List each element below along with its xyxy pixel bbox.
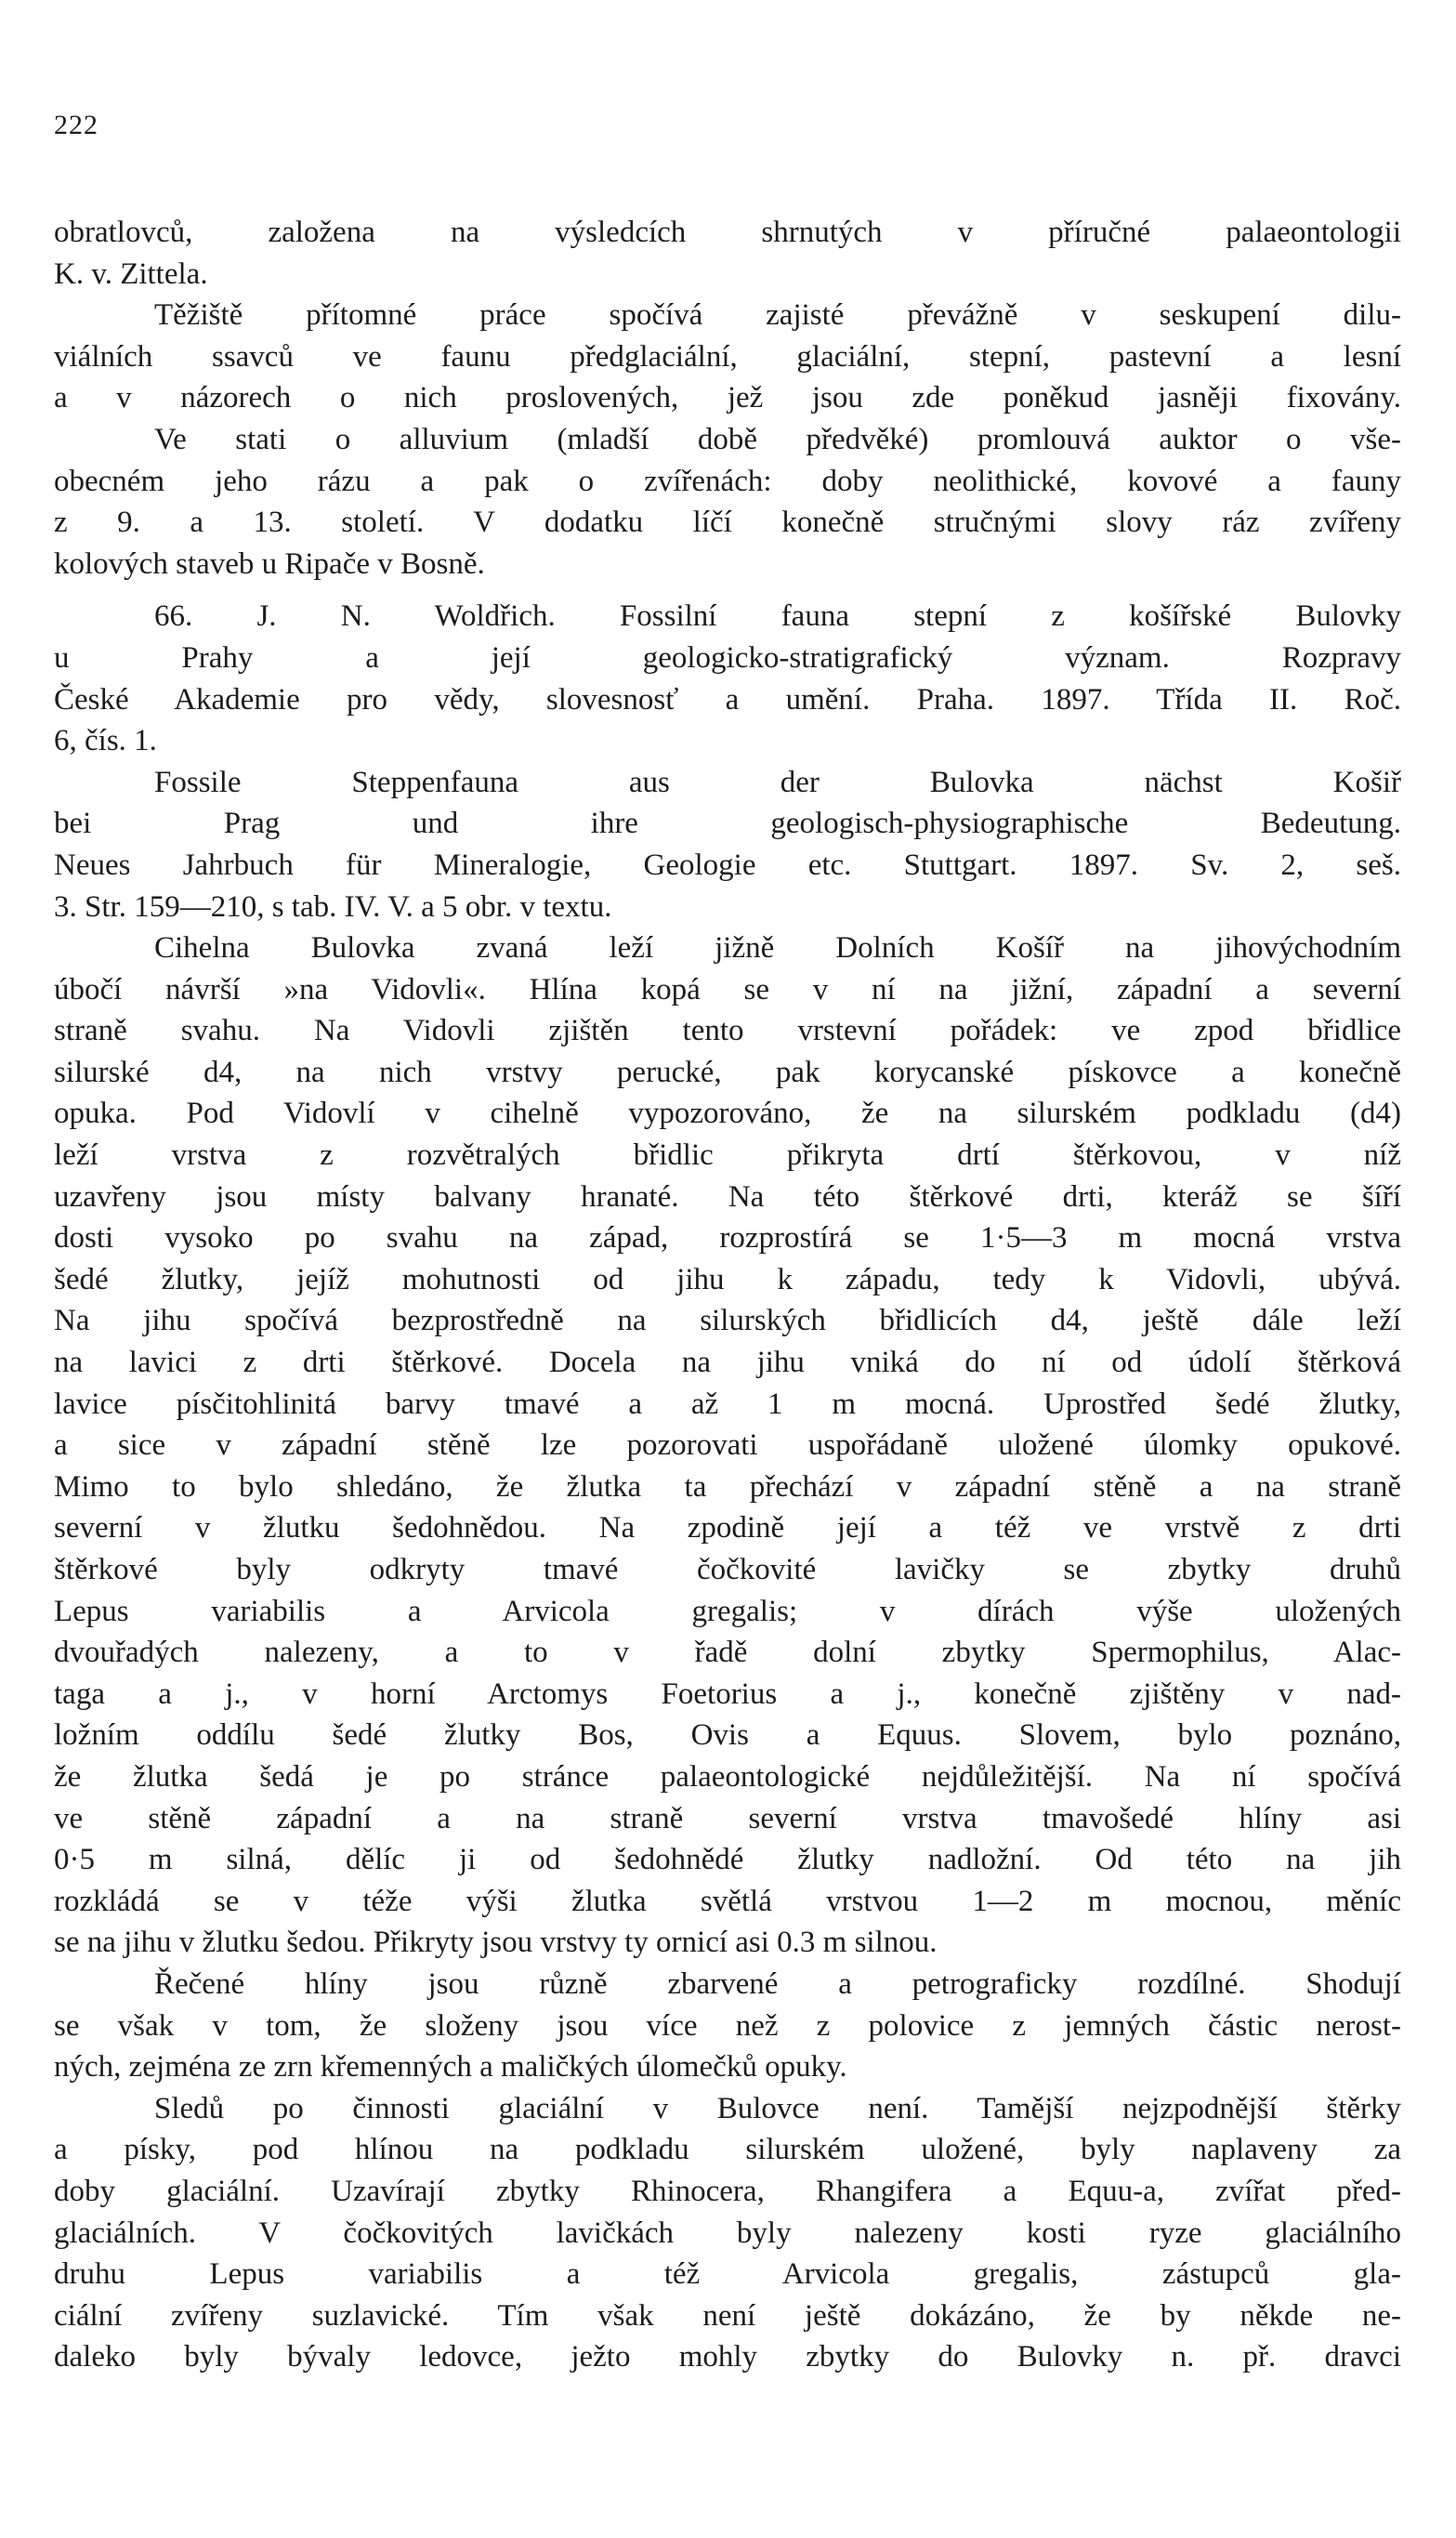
- text-line: úbočí návrší »na Vidovli«. Hlína kopá se v ní na jižní, západní a severní: [54, 972, 1401, 1006]
- text-line: Ve stati o alluvium (mladší době předvěké) promlouvá auktor o vše-: [154, 422, 1401, 456]
- text-line: Fossile Steppenfauna aus der Bulovka nächst Košiř: [154, 765, 1401, 799]
- text-line: severní v žlutku šedohnědou. Na zpodině její a též ve vrstvě z drti: [54, 1511, 1401, 1545]
- text-line: že žlutka šedá je po stránce palaeontologické nejdůležitější. Na ní spočívá: [54, 1759, 1401, 1794]
- text-line: obratlovců, založena na výsledcích shrnutých v příručné palaeontologii: [54, 216, 1401, 249]
- text-line: dvouřadých nalezeny, a to v řadě dolní zbytky Spermophilus, Alac-: [54, 1636, 1401, 1670]
- text-line: Mimo to bylo shledáno, že žlutka ta přechází v západní stěně a na straně: [54, 1469, 1401, 1504]
- text-line: Řečené hlíny jsou různě zbarvené a petrograficky rozdílné. Shodují: [154, 1966, 1401, 2001]
- text-line: daleko byly bývaly ledovce, ježto mohly zbytky do Bulovky n. př. dravci: [54, 2340, 1401, 2374]
- text-line: taga a j., v horní Arctomys Foetorius a j., konečně zjištěny v nad-: [54, 1677, 1401, 1711]
- text-line: silurské d4, na nich vrstvy perucké, pak korycanské pískovce a konečně: [54, 1055, 1401, 1089]
- text-line: 6, čís. 1.: [54, 724, 157, 758]
- text-line: ložním oddílu šedé žlutky Bos, Ovis a Equus. Slovem, bylo poznáno,: [54, 1718, 1401, 1753]
- text-line: ciální zvířeny suzlavické. Tím však není ještě dokázáno, že by někde ne-: [54, 2298, 1401, 2333]
- page-number: 222: [54, 110, 98, 140]
- text-line: dosti vysoko po svahu na západ, rozprostírá se 1·5—3 m mocná vrstva: [54, 1221, 1401, 1256]
- text-line: štěrkové byly odkryty tmavé čočkovité lavičky se zbytky druhů: [54, 1553, 1401, 1586]
- text-line: Neues Jahrbuch für Mineralogie, Geologie etc. Stuttgart. 1897. Sv. 2, seš.: [54, 848, 1401, 882]
- text-line: rozkládá se v téže výši žlutka světlá vrstvou 1—2 m mocnou, měníc: [54, 1884, 1401, 1918]
- text-line: ných, zejména ze zrn křemenných a maličkých úlomečků opuky.: [54, 2050, 847, 2084]
- text-line: z 9. a 13. století. V dodatku líčí konečně stručnými slovy ráz zvířeny: [54, 506, 1401, 540]
- body-text: [54, 212, 1401, 2378]
- text-line: uzavřeny jsou místy balvany hranaté. Na této štěrkové drti, kteráž se šíří: [54, 1179, 1401, 1214]
- paragraph-gap: [54, 585, 1401, 596]
- text-line: glaciálních. V čočkovitých lavičkách byly nalezeny kosti ryze glaciálního: [54, 2216, 1401, 2250]
- text-line: ve stěně západní a na straně severní vrstva tmavošedé hlíny asi: [54, 1801, 1401, 1835]
- text-line: šedé žlutky, jejíž mohutnosti od jihu k západu, tedy k Vidovli, ubývá.: [54, 1262, 1401, 1296]
- text-line: K. v. Zittela.: [54, 256, 208, 291]
- text-line: a sice v západní stěně lze pozorovati uspořádaně uložené úlomky opukové.: [54, 1428, 1401, 1463]
- text-line: viálních ssavců ve faunu předglaciální, glaciální, stepní, pastevní a lesní: [54, 339, 1401, 374]
- text-line: Lepus variabilis a Arvicola gregalis; v dírách výše uložených: [54, 1594, 1401, 1628]
- text-line: 66. J. N. Woldřich. Fossilní fauna stepní z košířské Bulovky: [154, 599, 1401, 634]
- text-line: na lavici z drti štěrkové. Docela na jihu vniká do ní od údolí štěrková: [54, 1346, 1401, 1380]
- text-line: České Akademie pro vědy, slovesnosť a umění. Praha. 1897. Třída II. Roč.: [54, 682, 1401, 717]
- text-line: se však v tom, že složeny jsou více než z polovice z jemných částic nerost-: [54, 2008, 1401, 2043]
- text-line: leží vrstva z rozvětralých břidlic přikryta drtí štěrkovou, v níž: [54, 1138, 1401, 1173]
- text-line: kolových staveb u Ripače v Bosně.: [54, 546, 485, 581]
- text-line: u Prahy a její geologicko-stratigrafický význam. Rozpravy: [54, 640, 1401, 675]
- text-line: a písky, pod hlínou na podkladu silurském uložené, byly naplaveny za: [54, 2133, 1401, 2167]
- text-line: doby glaciální. Uzavírají zbytky Rhinocera, Rhangifera a Equu-a, zvířat před-: [54, 2174, 1401, 2208]
- text-line: druhu Lepus variabilis a též Arvicola gregalis, zástupců gla-: [54, 2257, 1401, 2292]
- text-line: a v názorech o nich proslovených, jež jsou zde poněkud jasněji fixovány.: [54, 381, 1401, 415]
- text-line: 3. Str. 159—210, s tab. IV. V. a 5 obr. v textu.: [54, 889, 612, 924]
- text-line: opuka. Pod Vidovlí v cihelně vypozorováno, že na silurském podkladu (d4): [54, 1097, 1401, 1131]
- text-line: Cihelna Bulovka zvaná leží jižně Dolních Košíř na jihovýchodním: [154, 931, 1401, 966]
- text-line: se na jihu v žlutku šedou. Přikryty jsou vrstvy ty ornicí asi 0.3 m silnou.: [54, 1926, 938, 1960]
- text-line: straně svahu. Na Vidovli zjištěn tento vrstevní pořádek: ve zpod břidlice: [54, 1014, 1401, 1048]
- text-line: Na jihu spočívá bezprostředně na silurských břidlicích d4, ještě dále leží: [54, 1304, 1401, 1338]
- text-line: obecném jeho rázu a pak o zvířenách: doby neolithické, kovové a fauny: [54, 464, 1401, 498]
- text-line: lavice písčitohlinitá barvy tmavé a až 1 m mocná. Uprostřed šedé žlutky,: [54, 1387, 1401, 1421]
- text-line: bei Prag und ihre geologisch-physiographische Bedeutung.: [54, 807, 1401, 841]
- text-line: 0·5 m silná, dělíc ji od šedohnědé žlutky nadložní. Od této na jih: [54, 1843, 1401, 1877]
- text-line: Sledů po činnosti glaciální v Bulovce není. Tamější nejzpodnější štěrky: [154, 2091, 1401, 2125]
- text-line: Těžiště přítomné práce spočívá zajisté převážně v seskupení dilu-: [154, 298, 1401, 333]
